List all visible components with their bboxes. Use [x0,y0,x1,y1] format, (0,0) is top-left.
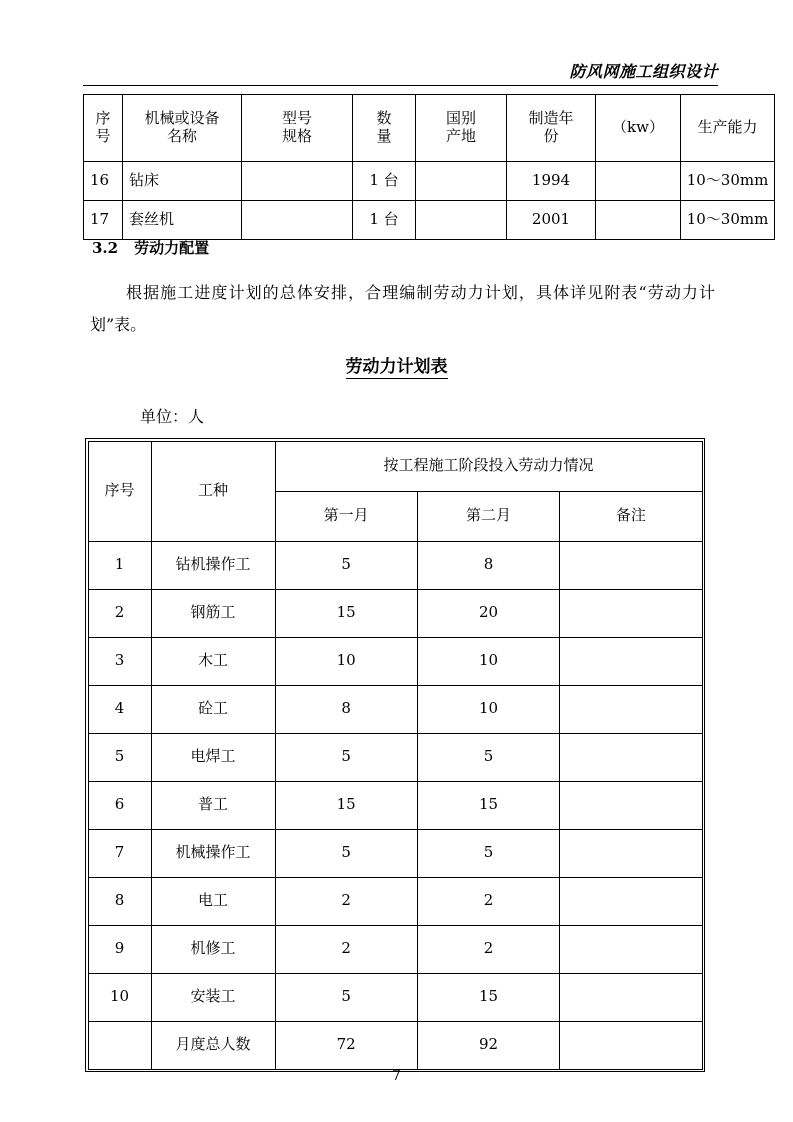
column-header-capacity-line1: 生产能力 [697,118,758,137]
cell-seq: 2 [88,589,151,637]
cell-job: 安装工 [151,973,275,1021]
cell-month2: 10 [417,637,559,685]
section-heading [92,237,209,258]
cell-remark [560,685,702,733]
cell-seq: 3 [88,637,151,685]
table-row [88,589,702,637]
cell-capacity: 10～30mm [681,162,775,201]
column-header-remark: 备注 [560,491,702,541]
cell-job: 电焊工 [151,733,275,781]
cell-month1: 2 [275,877,417,925]
column-header-quantity-line1: 数 [376,109,392,128]
cell-seq: 8 [88,877,151,925]
column-header-name [123,95,242,162]
cell-power [596,201,681,240]
table-row [88,733,702,781]
cell-capacity: 10～30mm [681,201,775,240]
cell-remark [560,877,702,925]
cell-month1: 5 [275,829,417,877]
table-row [88,973,702,1021]
cell-job: 木工 [151,637,275,685]
cell-remark [560,781,702,829]
cell-origin [416,201,507,240]
cell-name: 钻床 [123,162,242,201]
cell-job: 机械操作工 [151,829,275,877]
table-header-row [84,95,775,162]
column-header-group: 按工程施工阶段投入劳动力情况 [275,441,702,491]
running-header [83,56,718,86]
cell-total-month2: 92 [417,1021,559,1069]
cell-month1: 5 [275,541,417,589]
column-header-quantity [353,95,416,162]
column-header-origin-line2: 产地 [445,127,476,145]
cell-month1: 5 [275,973,417,1021]
cell-name: 套丝机 [123,201,242,240]
cell-model [242,162,353,201]
column-header-job: 工种 [151,441,275,541]
cell-month2: 8 [417,541,559,589]
cell-month2: 15 [417,973,559,1021]
cell-remark [560,925,702,973]
column-header-model [242,95,353,162]
column-header-year-line2: 份 [543,127,559,145]
column-header-model-line2: 规格 [281,127,312,145]
column-header-power-line1: （kw） [612,118,664,137]
equipment-table [83,94,775,240]
cell-month2: 5 [417,733,559,781]
cell-remark [560,1021,702,1069]
column-header-capacity [681,95,775,162]
cell-seq: 6 [88,781,151,829]
cell-month1: 8 [275,685,417,733]
column-header-seq [84,95,123,162]
cell-month1: 15 [275,589,417,637]
labour-plan-table [88,441,703,1070]
cell-job: 普工 [151,781,275,829]
cell-remark [560,637,702,685]
column-header-year [507,95,596,162]
cell-seq: 16 [84,162,123,201]
cell-remark [560,733,702,781]
column-header-origin [416,95,507,162]
cell-seq: 7 [88,829,151,877]
column-header-origin-line1: 国别 [445,109,476,128]
column-header-quantity-line2: 量 [376,127,392,145]
cell-seq: 9 [88,925,151,973]
column-header-name-line1: 机械或设备 [144,109,220,128]
cell-month2: 15 [417,781,559,829]
body-paragraph: 根据施工进度计划的总体安排，合理编制劳动力计划，具体详见附表“劳动力计划”表。 [90,283,715,334]
labour-plan-title [0,352,793,377]
table-row-total [88,1021,702,1069]
cell-remark [560,541,702,589]
cell-seq: 1 [88,541,151,589]
cell-month1: 2 [275,925,417,973]
cell-remark [560,589,702,637]
table-row [88,877,702,925]
cell-job: 钢筋工 [151,589,275,637]
table-row [88,829,702,877]
cell-month2: 5 [417,829,559,877]
cell-job: 钻机操作工 [151,541,275,589]
cell-month2: 2 [417,877,559,925]
cell-seq: 5 [88,733,151,781]
running-header-title: 防风网施工组织设计 [569,62,718,81]
column-header-month1: 第一月 [275,491,417,541]
labour-plan-title-text: 劳动力计划表 [345,357,448,377]
cell-seq: 17 [84,201,123,240]
cell-job: 电工 [151,877,275,925]
table-row [88,781,702,829]
column-header-seq-line2: 号 [95,127,111,145]
cell-month1: 15 [275,781,417,829]
cell-model [242,201,353,240]
table-row [84,201,775,240]
column-header-year-line1: 制造年 [528,109,574,128]
cell-month2: 20 [417,589,559,637]
cell-quantity: 1 台 [353,201,416,240]
cell-job: 砼工 [151,685,275,733]
cell-remark [560,829,702,877]
column-header-month2: 第二月 [417,491,559,541]
table-row [88,541,702,589]
section-heading-number: 3.2 [92,239,119,257]
cell-seq [88,1021,151,1069]
cell-remark [560,973,702,1021]
table-row [88,685,702,733]
cell-power [596,162,681,201]
cell-origin [416,162,507,201]
page-number: 7 [392,1068,401,1084]
cell-month2: 10 [417,685,559,733]
table-row [88,925,702,973]
cell-job: 机修工 [151,925,275,973]
cell-total-label: 月度总人数 [151,1021,275,1069]
cell-month1: 10 [275,637,417,685]
cell-seq: 10 [88,973,151,1021]
table-row [84,162,775,201]
cell-month2: 2 [417,925,559,973]
cell-month1: 5 [275,733,417,781]
column-header-model-line1: 型号 [281,109,312,128]
labour-plan-table-frame [85,438,705,1072]
cell-seq: 4 [88,685,151,733]
section-heading-title: 劳动力配置 [134,239,210,257]
table-row [88,637,702,685]
column-header-seq-line1: 序 [95,109,111,128]
column-header-power [596,95,681,162]
column-header-seq: 序号 [88,441,151,541]
labour-plan-unit-note: 单位：人 [140,407,205,426]
cell-quantity: 1 台 [353,162,416,201]
column-header-name-line2: 名称 [166,127,197,145]
cell-total-month1: 72 [275,1021,417,1069]
cell-year: 1994 [507,162,596,201]
cell-year: 2001 [507,201,596,240]
table-header-row-top [88,441,702,491]
